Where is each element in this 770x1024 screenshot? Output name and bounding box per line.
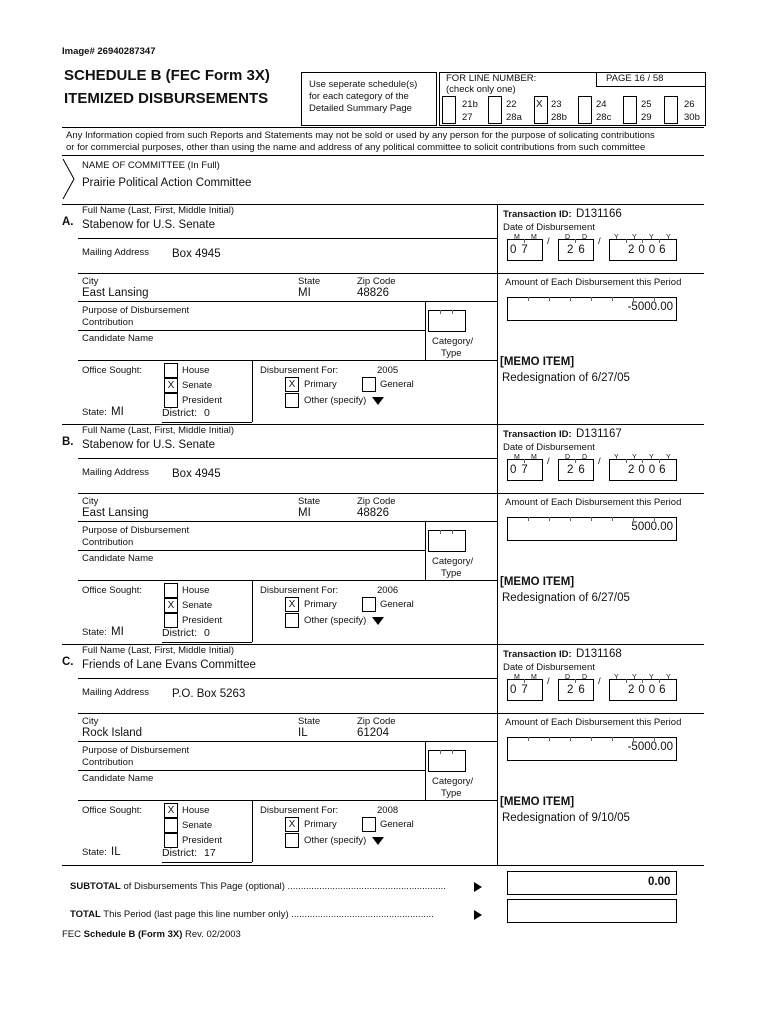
city-label: City xyxy=(82,716,99,727)
year-marker: Y xyxy=(614,674,619,681)
line-number-label: FOR LINE NUMBER: xyxy=(446,73,537,84)
transaction-id-label: Transaction ID: xyxy=(503,209,572,220)
field-line xyxy=(497,713,704,714)
note-line-2: for each category of the xyxy=(309,91,409,102)
divider xyxy=(62,127,704,128)
general-checkbox[interactable] xyxy=(362,597,376,612)
amount-value: -5000.00 xyxy=(627,741,673,753)
candidate-name-label: Candidate Name xyxy=(82,333,154,344)
memo-text: Redesignation of 6/27/05 xyxy=(502,592,630,604)
district-label: District: xyxy=(162,847,197,859)
purpose-value: Contribution xyxy=(82,317,134,328)
entry-column-divider xyxy=(497,644,498,864)
district-label: District: xyxy=(162,627,197,639)
box-tick xyxy=(626,459,627,463)
date-year: 2006 xyxy=(628,244,670,256)
page-number: PAGE 16 / 58 xyxy=(606,73,664,84)
box-tick xyxy=(524,679,525,683)
date-separator: / xyxy=(598,236,601,247)
district-value: 17 xyxy=(204,847,216,859)
month-marker: M xyxy=(514,454,520,461)
senate-checkbox[interactable]: X xyxy=(164,378,178,393)
line-22-label: 22 xyxy=(506,99,517,110)
category-label: Category/ xyxy=(432,336,474,347)
line-27-label: 27 xyxy=(462,112,473,123)
line-28c-label: 28c xyxy=(596,112,612,123)
box-tick xyxy=(524,459,525,463)
city-value: Rock Island xyxy=(82,727,143,739)
disclaimer-line-1: Any Information copied from such Reports and Statements may not be sold or used by any person for the purpose of solicating contributions xyxy=(66,130,655,141)
district-value: 0 xyxy=(204,407,210,419)
state-label: State xyxy=(298,716,321,727)
mailing-address-label: Mailing Address xyxy=(82,687,150,698)
line-26-30b-checkbox[interactable] xyxy=(664,96,678,124)
senate-label: Senate xyxy=(182,600,213,611)
primary-checkbox[interactable]: X xyxy=(285,597,299,612)
other-arrow-icon xyxy=(372,397,384,405)
entry-column-divider xyxy=(497,204,498,424)
line-24-28c-checkbox[interactable] xyxy=(578,96,592,124)
box-tick xyxy=(575,679,576,683)
general-label: General xyxy=(380,599,414,610)
field-line xyxy=(78,330,425,331)
day-marker: D xyxy=(565,234,571,241)
box-tick xyxy=(642,679,643,683)
field-line xyxy=(425,521,426,580)
box-tick xyxy=(659,679,660,683)
date-day: 26 xyxy=(567,684,590,696)
office-sought-label: Office Sought: xyxy=(82,365,143,376)
line-21b-label: 21b xyxy=(462,99,478,110)
date-separator: / xyxy=(547,676,550,687)
day-marker: D xyxy=(582,454,588,461)
full-name-label: Full Name (Last, First, Middle Initial) xyxy=(82,205,235,216)
form-subtitle: ITEMIZED DISBURSEMENTS xyxy=(64,90,269,107)
date-separator: / xyxy=(598,676,601,687)
date-month: 07 xyxy=(510,464,533,476)
check-only-one: (check only one) xyxy=(446,84,516,95)
house-checkbox[interactable]: X xyxy=(164,803,178,818)
purpose-value: Contribution xyxy=(82,537,134,548)
year-marker: Y xyxy=(614,234,619,241)
other-arrow-icon xyxy=(372,617,384,625)
year-marker: Y xyxy=(632,674,637,681)
office-sought-label: Office Sought: xyxy=(82,805,143,816)
category-label: Category/ xyxy=(432,776,474,787)
field-line xyxy=(252,800,253,862)
state-label: State xyxy=(298,496,321,507)
general-label: General xyxy=(380,379,414,390)
state-value: MI xyxy=(298,507,311,519)
candidate-name-label: Candidate Name xyxy=(82,773,154,784)
zip-label: Zip Code xyxy=(357,496,396,507)
line-26-label: 26 xyxy=(684,99,695,110)
month-marker: M xyxy=(531,234,537,241)
disb-for-label: Disbursement For: xyxy=(260,585,339,596)
field-line xyxy=(252,360,253,422)
date-label: Date of Disbursement xyxy=(503,442,595,453)
box-tick xyxy=(452,750,453,754)
field-line xyxy=(78,770,425,771)
field-line xyxy=(78,238,497,239)
office-state-label: State: xyxy=(82,627,107,638)
committee-pointer-icon xyxy=(62,155,76,203)
month-marker: M xyxy=(531,674,537,681)
transaction-id: D131167 xyxy=(576,428,622,440)
image-id: Image# 26940287347 xyxy=(62,46,156,57)
total-arrow-icon xyxy=(474,910,482,920)
amount-value: -5000.00 xyxy=(627,301,673,313)
zip-value: 48826 xyxy=(357,287,389,299)
box-tick xyxy=(626,239,627,243)
other-checkbox[interactable] xyxy=(285,613,299,628)
mailing-address-label: Mailing Address xyxy=(82,467,150,478)
general-label: General xyxy=(380,819,414,830)
day-marker: D xyxy=(565,674,571,681)
form-id: FEC Schedule B (Form 3X) Rev. 02/2003 xyxy=(62,929,241,940)
mailing-address-label: Mailing Address xyxy=(82,247,150,258)
line-23-label: 23 xyxy=(551,99,562,110)
president-checkbox[interactable] xyxy=(164,833,178,848)
other-label: Other (specify) xyxy=(304,835,367,846)
state-value: MI xyxy=(298,287,311,299)
type-label: Type xyxy=(441,568,462,579)
field-line xyxy=(78,713,497,714)
field-line xyxy=(425,301,426,360)
city-label: City xyxy=(82,276,99,287)
form-title: SCHEDULE B (FEC Form 3X) xyxy=(64,67,270,84)
city-label: City xyxy=(82,496,99,507)
office-state-label: State: xyxy=(82,407,107,418)
year-marker: Y xyxy=(666,234,671,241)
year-marker: Y xyxy=(666,454,671,461)
memo-text: Redesignation of 6/27/05 xyxy=(502,372,630,384)
city-value: East Lansing xyxy=(82,507,149,519)
field-line xyxy=(78,301,497,302)
candidate-name-label: Candidate Name xyxy=(82,553,154,564)
box-tick xyxy=(452,530,453,534)
full-name-label: Full Name (Last, First, Middle Initial) xyxy=(82,645,235,656)
line-30b-label: 30b xyxy=(684,112,700,123)
memo-title: [MEMO ITEM] xyxy=(500,796,575,808)
amount-label: Amount of Each Disbursement this Period xyxy=(505,277,682,288)
date-separator: / xyxy=(547,236,550,247)
senate-label: Senate xyxy=(182,820,213,831)
date-separator: / xyxy=(598,456,601,467)
district-value: 0 xyxy=(204,627,210,639)
date-day: 26 xyxy=(567,464,590,476)
note-line-3: Detailed Summary Page xyxy=(309,103,412,114)
transaction-id: D131166 xyxy=(576,208,622,220)
field-line xyxy=(78,800,497,801)
field-line xyxy=(78,741,497,742)
mailing-address: P.O. Box 5263 xyxy=(172,688,246,700)
transaction-id-label: Transaction ID: xyxy=(503,429,572,440)
other-arrow-icon xyxy=(372,837,384,845)
subtotal-arrow-icon xyxy=(474,882,482,892)
field-line xyxy=(78,678,497,679)
district-label: District: xyxy=(162,407,197,419)
date-day: 26 xyxy=(567,244,590,256)
field-line xyxy=(252,580,253,642)
payee-name: Stabenow for U.S. Senate xyxy=(82,439,215,451)
box-tick xyxy=(575,459,576,463)
date-year: 2006 xyxy=(628,684,670,696)
line-23-28b-checkbox[interactable] xyxy=(534,96,548,124)
president-checkbox[interactable] xyxy=(164,613,178,628)
date-year: 2006 xyxy=(628,464,670,476)
line-24-label: 24 xyxy=(596,99,607,110)
primary-checkbox[interactable]: X xyxy=(285,817,299,832)
office-sought-label: Office Sought: xyxy=(82,585,143,596)
box-tick xyxy=(440,530,441,534)
primary-label: Primary xyxy=(304,819,337,830)
box-tick xyxy=(626,679,627,683)
president-checkbox[interactable] xyxy=(164,393,178,408)
day-marker: D xyxy=(565,454,571,461)
date-month: 07 xyxy=(510,684,533,696)
line-28a-label: 28a xyxy=(506,112,522,123)
year-marker: Y xyxy=(649,234,654,241)
other-checkbox[interactable] xyxy=(285,833,299,848)
mailing-address: Box 4945 xyxy=(172,248,221,260)
line-25-label: 25 xyxy=(641,99,652,110)
line-21b-27-checkbox[interactable] xyxy=(442,96,456,124)
amount-label: Amount of Each Disbursement this Period xyxy=(505,497,682,508)
line-28b-label: 28b xyxy=(551,112,567,123)
primary-label: Primary xyxy=(304,599,337,610)
year-marker: Y xyxy=(632,234,637,241)
house-checkbox[interactable] xyxy=(164,583,178,598)
election-year: 2008 xyxy=(377,805,399,816)
zip-label: Zip Code xyxy=(357,716,396,727)
box-tick xyxy=(659,239,660,243)
purpose-label: Purpose of Disbursement xyxy=(82,745,190,756)
full-name-label: Full Name (Last, First, Middle Initial) xyxy=(82,425,235,436)
box-tick xyxy=(642,459,643,463)
type-label: Type xyxy=(441,348,462,359)
memo-title: [MEMO ITEM] xyxy=(500,356,575,368)
memo-text: Redesignation of 9/10/05 xyxy=(502,812,630,824)
box-tick xyxy=(440,750,441,754)
president-label: President xyxy=(182,615,223,626)
line-25-29-checkbox[interactable] xyxy=(623,96,637,124)
city-value: East Lansing xyxy=(82,287,149,299)
box-tick xyxy=(659,459,660,463)
committee-label: NAME OF COMMITTEE (In Full) xyxy=(82,160,220,171)
box-tick xyxy=(440,310,441,314)
amount-label: Amount of Each Disbursement this Period xyxy=(505,717,682,728)
senate-checkbox[interactable]: X xyxy=(164,598,178,613)
general-checkbox[interactable] xyxy=(362,817,376,832)
field-line xyxy=(425,741,426,800)
state-label: State xyxy=(298,276,321,287)
entry-column-divider xyxy=(497,424,498,644)
field-line xyxy=(162,642,252,643)
other-checkbox[interactable] xyxy=(285,393,299,408)
primary-checkbox[interactable]: X xyxy=(285,377,299,392)
year-marker: Y xyxy=(649,674,654,681)
other-label: Other (specify) xyxy=(304,395,367,406)
day-marker: D xyxy=(582,234,588,241)
memo-title: [MEMO ITEM] xyxy=(500,576,575,588)
subtotal-label: SUBTOTAL of Disbursements This Page (optional) ............................................................ xyxy=(70,881,446,892)
president-label: President xyxy=(182,835,223,846)
zip-value: 61204 xyxy=(357,727,389,739)
year-marker: Y xyxy=(666,674,671,681)
field-line xyxy=(78,493,497,494)
year-marker: Y xyxy=(632,454,637,461)
disclaimer-line-2: or for commercial purposes, other than using the name and address of any political committee to solicit contributions from such committee xyxy=(66,142,646,153)
box-tick xyxy=(452,310,453,314)
office-state-label: State: xyxy=(82,847,107,858)
category-box[interactable] xyxy=(428,530,466,552)
president-label: President xyxy=(182,395,223,406)
field-line xyxy=(78,360,497,361)
other-label: Other (specify) xyxy=(304,615,367,626)
house-checkbox[interactable] xyxy=(164,363,178,378)
transaction-id-label: Transaction ID: xyxy=(503,649,572,660)
line-22-28a-checkbox[interactable] xyxy=(488,96,502,124)
year-marker: Y xyxy=(649,454,654,461)
subtotal-value: 0.00 xyxy=(648,876,671,888)
amount-value: 5000.00 xyxy=(631,521,673,533)
entry-letter: A. xyxy=(62,216,74,228)
field-line xyxy=(497,273,704,274)
note-line-1: Use seperate schedule(s) xyxy=(309,79,418,90)
total-box xyxy=(507,899,677,923)
line-23-checkmark: X xyxy=(536,99,543,110)
type-label: Type xyxy=(441,788,462,799)
box-tick xyxy=(642,239,643,243)
purpose-value: Contribution xyxy=(82,757,134,768)
state-value: IL xyxy=(298,727,308,739)
field-line xyxy=(78,521,497,522)
payee-name: Friends of Lane Evans Committee xyxy=(82,659,256,671)
month-marker: M xyxy=(514,674,520,681)
house-label: House xyxy=(182,365,210,376)
payee-name: Stabenow for U.S. Senate xyxy=(82,219,215,231)
line-29-label: 29 xyxy=(641,112,652,123)
month-marker: M xyxy=(531,454,537,461)
office-state-value: IL xyxy=(111,846,121,858)
field-line xyxy=(78,550,425,551)
month-marker: M xyxy=(514,234,520,241)
field-line xyxy=(162,862,252,863)
house-label: House xyxy=(182,585,210,596)
box-tick xyxy=(575,239,576,243)
field-line xyxy=(162,422,252,423)
date-month: 07 xyxy=(510,244,533,256)
mailing-address: Box 4945 xyxy=(172,468,221,480)
purpose-label: Purpose of Disbursement xyxy=(82,525,190,536)
general-checkbox[interactable] xyxy=(362,377,376,392)
senate-label: Senate xyxy=(182,380,213,391)
transaction-id: D131168 xyxy=(576,648,622,660)
committee-name: Prairie Political Action Committee xyxy=(82,177,252,189)
divider xyxy=(62,865,704,866)
field-line xyxy=(497,493,704,494)
date-label: Date of Disbursement xyxy=(503,662,595,673)
box-tick xyxy=(524,239,525,243)
purpose-label: Purpose of Disbursement xyxy=(82,305,190,316)
disb-for-label: Disbursement For: xyxy=(260,805,339,816)
category-label: Category/ xyxy=(432,556,474,567)
date-separator: / xyxy=(547,456,550,467)
category-box[interactable] xyxy=(428,310,466,332)
field-line xyxy=(78,273,497,274)
year-marker: Y xyxy=(614,454,619,461)
total-label: TOTAL This Period (last page this line number only) ...................................................... xyxy=(70,909,434,920)
senate-checkbox[interactable] xyxy=(164,818,178,833)
zip-label: Zip Code xyxy=(357,276,396,287)
entry-letter: B. xyxy=(62,436,74,448)
entry-letter: C. xyxy=(62,656,74,668)
election-year: 2005 xyxy=(377,365,399,376)
field-line xyxy=(78,580,497,581)
zip-value: 48826 xyxy=(357,507,389,519)
date-label: Date of Disbursement xyxy=(503,222,595,233)
office-state-value: MI xyxy=(111,626,124,638)
primary-label: Primary xyxy=(304,379,337,390)
category-box[interactable] xyxy=(428,750,466,772)
house-label: House xyxy=(182,805,210,816)
election-year: 2006 xyxy=(377,585,399,596)
field-line xyxy=(78,458,497,459)
day-marker: D xyxy=(582,674,588,681)
disb-for-label: Disbursement For: xyxy=(260,365,339,376)
office-state-value: MI xyxy=(111,406,124,418)
